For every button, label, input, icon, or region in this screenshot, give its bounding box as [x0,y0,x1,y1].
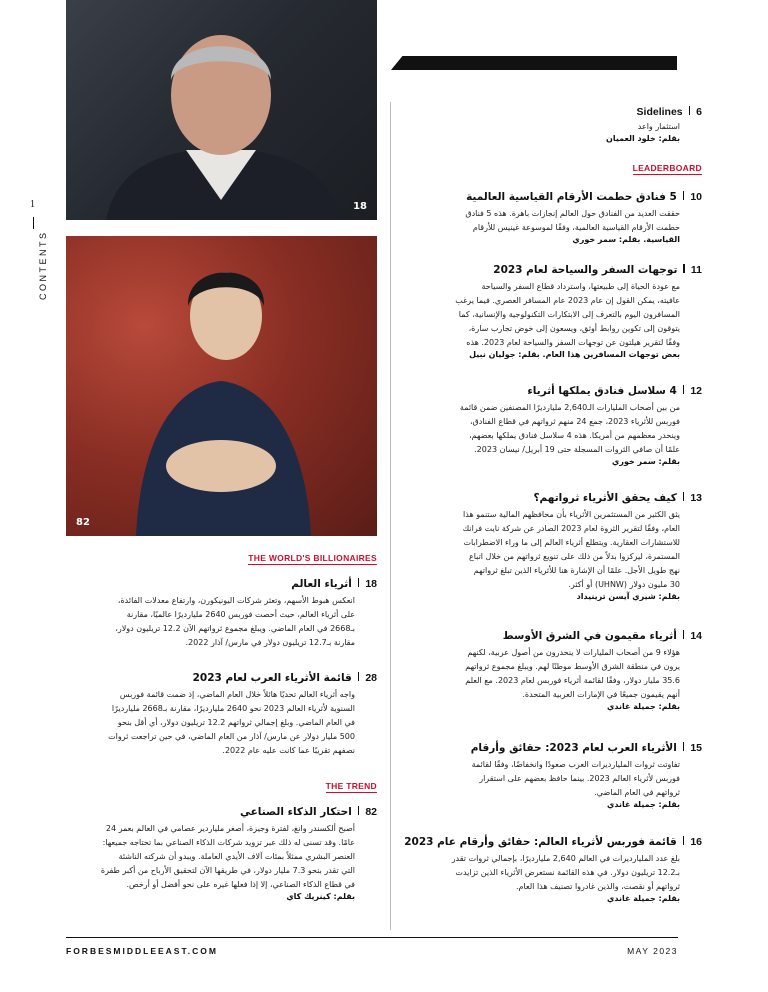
item-body [66,822,355,892]
item-body-line: 30 مليون دولار (UHNW) أو أكثر. [568,580,680,589]
contents-label: CONTENTS [38,230,48,300]
page-number: 1 [30,199,35,210]
item-body [66,688,355,758]
item-body-line: تفاوتت ثروات المليارديرات العرب صعودًا وانخفاضًا، وفقًا لقائمة [471,760,680,769]
item-body-line: في قطاع الذكاء الصناعي، إلا إذا فعلها غيره على نحو أفضل أو أرخص. [126,880,355,889]
right-item-head [400,191,702,203]
item-body-line: وينحدر معظمهم من أمريكا. هذه 4 سلاسل فنادق يملكها بعضهم، [469,431,680,440]
item-separator [683,836,685,845]
item-body-line: فوربس لأثرياء العالم 2023. بينما حافظ بعضهم على استقرار [479,774,680,783]
item-title: قائمة الأثرياء العرب لعام 2023 [192,672,352,684]
item-body-line: حطمت الأرقام القياسية العالمية، وفقًا لموسوعة غينيس للأرقام [472,223,680,232]
item-body-line: للاستشارات العقارية. ويتطلع أثرياء العالم إلى ما وراء الاضطرابات [463,538,680,547]
item-separator [358,578,360,587]
item-page-number: 10 [690,191,702,203]
item-body-line: بـ2668 في العام الماضي. ويبلغ مجموع ثرواتهم الآن 12.2 تريليون دولار، [115,624,355,633]
item-title: كيف يحقق الأثرياء ثرواتهم؟ [533,492,677,504]
item-page-number: 14 [690,630,702,642]
item-separator [683,264,685,273]
side-divider [33,217,34,229]
item-title: أثرياء مقيمون في الشرق الأوسط [502,630,677,642]
right-item[interactable] [400,191,702,244]
sidelines-title: Sidelines [636,106,683,118]
portrait-illustration-top [66,0,377,220]
item-page-number: 11 [690,264,702,276]
item-title: احتكار الذكاء الصناعي [240,806,352,818]
item-body-line: يرون في منطقة الشرق الأوسط موطنًا لهم. ويبلغ مجموع ثرواتهم [465,662,680,671]
right-item[interactable] [400,264,702,359]
left-item-head [66,672,377,684]
section-label-billionaires: THE WORLD'S BILLIONAIRES [248,553,377,563]
item-separator [683,385,685,394]
item-page-number: 18 [365,578,377,590]
item-title: 5 فنادق حطمت الأرقام القياسية العالمية [466,191,677,203]
item-body-line: مقارنة بـ12.7 تريليون دولار في مارس/ آذار 2022. [185,638,355,647]
item-body-line: حققت العديد من الفنادق حول العالم إنجازات باهرة. هذه 5 فنادق [465,209,680,218]
item-body [400,508,680,592]
photo-page-number-bottom: 82 [76,517,90,528]
item-separator [683,191,685,200]
item-author: بقلم: جميلة غاندي [606,894,680,903]
item-body-line: بـ12.2 تريليون دولار. في هذه القائمة نستعرض الأثرياء الذين تزايدت [455,868,680,877]
item-author: بقلم: شيري آيسن ترينيداد [576,592,680,601]
portrait-illustration-bottom [66,236,377,536]
section-label-trend: THE TREND [325,781,377,791]
item-body-line: 35.6 مليار دولار، وفقًا لقائمة أثرياء فوربس لعام 2023. مع العلم [465,676,680,685]
right-item-head [400,742,702,754]
item-body-line: عافيته، يمكن القول إن عام 2023 عام المسافر العصري. فيما يرغب [455,296,680,305]
item-author: القياسية. بقلم: سمر خوري [572,235,680,244]
item-body-line: نصفهم تقريبًا عما كانت عليه عام 2022. [222,746,355,755]
left-item-head [66,578,377,590]
item-page-number: 82 [365,806,377,818]
item-body-line: في العام الماضي. وبلغ إجمالي ثرواتهم 12.2 تريليون دولار، أي أقل بنحو [117,718,355,727]
item-page-number: 12 [690,385,702,397]
item-author: بقلم: سمر خوري [612,457,680,466]
item-body-line: من بين أصحاب المليارات الـ2,640 مليارديرًا المصنفين ضمن قائمة [459,403,680,412]
right-item[interactable] [400,492,702,601]
item-body-line: العام، وفقًا لتقرير الثروة لعام 2023 الصادر عن شركة نايت فرانك [462,524,680,533]
item-page-number: 16 [690,836,702,848]
item-title: توجهات السفر والسياحة لعام 2023 [493,264,678,276]
column-divider [390,102,391,930]
header-black-bar [391,56,677,70]
item-body-line: يثق الكثير من المستثمرين الأثرياء بأن محافظهم المالية ستنمو هذا [463,510,680,519]
left-item-head [66,806,377,818]
item-body [400,852,680,894]
item-body-line: هؤلاء 9 من أصحاب المليارات لا ينحدرون من أصول عربية، لكنهم [467,648,680,657]
item-body [66,594,355,650]
item-body-line: علمًا أن صافي الثروات المسجلة حتى 19 أبريل/ نيسان 2023. [474,445,680,454]
footer-date: MAY 2023 [627,946,678,956]
item-body-line: نهج طويل الأجل. علمًا أن الإشارة هنا للأثرياء الذين تبلغ ثرواتهم [473,566,680,575]
item-body-line: العنصر البشري ممثلاً بمئات آلاف الأيدي العاملة. ويبدو أن شركته الناشئة [118,852,355,861]
right-item-head [400,630,702,642]
right-item[interactable] [400,385,702,466]
item-page-number: 13 [690,492,702,504]
item-body [400,646,680,702]
sidelines-item[interactable] [400,106,702,143]
item-body-line: واجه أثرياء العالم تحديًا هائلاً خلال العام الماضي، إذ ضمت قائمة فوربس [119,690,355,699]
sidelines-page-number: 6 [696,106,702,118]
item-author: بقلم: كينريك كاي [286,892,355,901]
item-author: بعض توجهات المسافرين هذا العام. بقلم: جوليان نبيل [469,350,680,359]
item-body-line: المستمرة، ليركزوا بدلاً من ذلك على تنويع ثرواتهم من خلال اتباع [468,552,680,561]
right-item-head [400,836,702,848]
item-separator [683,742,685,751]
item-body-line: ثرواتهم في العام الماضي. [594,788,680,797]
footer-site[interactable]: FORBESMIDDLEEAST.COM [66,946,218,956]
left-item[interactable] [66,578,377,650]
item-separator [358,672,360,681]
item-title: قائمة فوربس لأثرياء العالم: حقائق وأرقام عام 2023 [404,836,677,848]
right-item[interactable] [400,836,702,903]
portrait-photo-top [66,0,377,220]
item-body [400,280,680,350]
item-title: الأثرياء العرب لعام 2023: حقائق وأرقام [470,742,677,754]
right-item-head [400,385,702,397]
item-body-line: عامًا. وقد تسنى له ذلك عبر تزويد شركات الذكاء الصناعي بما تحتاجه جميعها: [102,838,355,847]
item-separator [683,630,685,639]
item-body-line: انعكس هبوط الأسهم، وتعثر شركات اليونيكورن، وارتفاع معدلات الفائدة، [117,596,355,605]
item-title: أثرياء العالم [291,578,352,590]
item-separator [689,106,691,115]
item-body-line: المسافرون اليوم بالتعرف إلى الابتكارات التكنولوجية والإنسانية، كما [458,310,680,319]
item-body-line: مع عودة الحياة إلى طبيعتها، واسترداد قطاع السفر والسياحة [481,282,680,291]
section-label-leaderboard: LEADERBOARD [632,163,702,173]
item-body-line: فوربس للأثرياء 2023، جمع 24 منهم ثرواتهم في قطاع الفنادق، [469,417,680,426]
item-body-line: أصبح ألكسندر وانغ، لفترة وجيزة، أصغر ملياردير عصامي في العالم بعمر 24 [105,824,355,833]
portrait-photo-bottom [66,236,377,536]
item-body-line: وفقًا لتقرير هيلتون عن توجهات السفر والسياحة لعام 2023. هذه [466,338,680,347]
right-item[interactable] [400,630,702,711]
left-item[interactable] [66,672,377,758]
right-item[interactable] [400,742,702,809]
item-body-line: على أثرياء العالم، حيث أحصت فوربس 2640 مليارديرًا عالميًا، مقارنة [126,610,355,619]
sidelines-subtitle: استثمار واعد [637,122,680,131]
item-body [400,207,680,235]
item-body [400,401,680,457]
item-body-line: ثرواتهم أو نقصت، والذين غادروا تصنيف هذا العام. [515,882,680,891]
left-item[interactable] [66,806,377,901]
footer-rule [66,937,678,938]
item-body-line: بلغ عدد المليارديرات في العالم 2,640 مليارديرًا، بإجمالي ثروات تقدر [451,854,680,863]
item-page-number: 15 [690,742,702,754]
item-separator [358,806,360,815]
sidelines-author: بقلم: خلود العميان [606,134,680,143]
photo-page-number-top: 18 [353,201,367,212]
item-body [400,758,680,800]
item-separator [683,492,685,501]
item-body-line: التي تقدر بنحو 7.3 مليار دولار، في طريقها الآن لتحقيق الأرباح من أكبر طفرة [100,866,355,875]
item-page-number: 28 [365,672,377,684]
item-title: 4 سلاسل فنادق يملكها أثرياء [527,385,677,397]
item-body-line: 500 مليار دولار عن مارس/ آذار من العام الماضي، في حين تراجعت ثروات [108,732,355,741]
item-body-line: السنوية لأثرياء العالم 2023 نحو 2640 مليارديرًا، مقارنة بـ2668 مليارديرًا [111,704,355,713]
item-body-line: يتوقون إلى تكوين روابط أوثق، ويسعون إلى خوض تجارب سارة، [468,324,680,333]
item-author: بقلم: جميلة غاندي [606,800,680,809]
item-body-line: أنهم يقيمون جميعًا في الإمارات العربية المتحدة. [522,690,680,699]
item-author: بقلم: جميلة غاندي [606,702,680,711]
right-item-head [400,492,702,504]
right-item-head [400,264,702,276]
